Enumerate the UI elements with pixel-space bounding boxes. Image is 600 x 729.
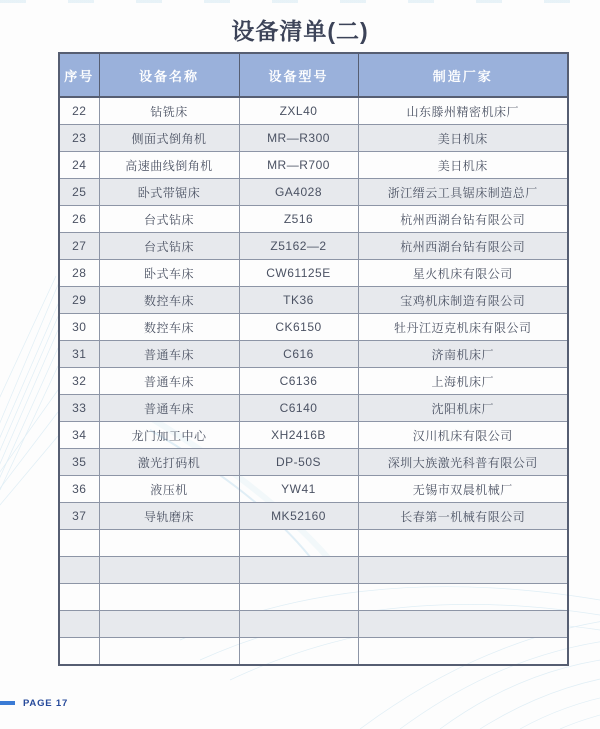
table-row [59,152,568,179]
model-cell: XH2416B [239,422,358,449]
serial-cell: 30 [59,314,99,341]
serial-cell: 37 [59,503,99,530]
page-title: 设备清单(二) [231,18,369,44]
serial-cell: 22 [59,97,99,125]
empty-table-row [59,530,568,557]
serial-cell [59,557,99,584]
model-cell: GA4028 [239,179,358,206]
equipment-name-cell: 数控车床 [99,314,239,341]
serial-cell: 35 [59,449,99,476]
serial-cell: 26 [59,206,99,233]
model-cell [239,530,358,557]
equipment-name-cell: 卧式带锯床 [99,179,239,206]
model-cell: C616 [239,341,358,368]
manufacturer-cell: 无锡市双晨机械厂 [358,476,568,503]
footer-dash-decoration [0,701,15,705]
serial-cell: 36 [59,476,99,503]
model-cell: YW41 [239,476,358,503]
equipment-name-cell: 台式钻床 [99,233,239,260]
model-cell [239,584,358,611]
table-header-row [59,53,568,97]
equipment-name-cell: 侧面式倒角机 [99,125,239,152]
empty-table-row [59,638,568,666]
empty-table-row [59,584,568,611]
manufacturer-cell: 山东滕州精密机床厂 [358,97,568,125]
empty-table-row [59,557,568,584]
serial-cell: 28 [59,260,99,287]
table-row [59,476,568,503]
serial-cell: 25 [59,179,99,206]
table-row [59,260,568,287]
table-row [59,503,568,530]
equipment-name-cell [99,557,239,584]
equipment-name-cell: 高速曲线倒角机 [99,152,239,179]
equipment-name-cell [99,530,239,557]
manufacturer-cell: 长春第一机械有限公司 [358,503,568,530]
serial-cell: 32 [59,368,99,395]
serial-cell: 27 [59,233,99,260]
serial-cell [59,638,99,666]
equipment-name-cell: 液压机 [99,476,239,503]
equipment-name-cell: 导轨磨床 [99,503,239,530]
manufacturer-cell: 深圳大族激光科普有限公司 [358,449,568,476]
equipment-name-cell: 普通车床 [99,341,239,368]
model-cell [239,638,358,666]
serial-cell: 29 [59,287,99,314]
model-cell: MR—R700 [239,152,358,179]
manufacturer-cell [358,530,568,557]
table-row [59,97,568,125]
manufacturer-cell: 牡丹江迈克机床有限公司 [358,314,568,341]
model-cell: MK52160 [239,503,358,530]
table-row [59,287,568,314]
manufacturer-cell [358,557,568,584]
page-number: PAGE 17 [23,697,69,709]
manufacturer-cell: 星火机床有限公司 [358,260,568,287]
equipment-name-cell [99,584,239,611]
model-cell: Z5162—2 [239,233,358,260]
model-cell: C6140 [239,395,358,422]
table-row [59,206,568,233]
column-header: 设备型号 [239,53,358,97]
manufacturer-cell [358,584,568,611]
equipment-name-cell: 数控车床 [99,287,239,314]
equipment-name-cell: 龙门加工中心 [99,422,239,449]
table-row [59,179,568,206]
manufacturer-cell: 杭州西湖台钻有限公司 [358,206,568,233]
empty-table-row [59,611,568,638]
table-row [59,341,568,368]
manufacturer-cell: 汉川机床有限公司 [358,422,568,449]
equipment-table [58,52,569,666]
equipment-name-cell: 钻铣床 [99,97,239,125]
equipment-name-cell: 普通车床 [99,368,239,395]
equipment-name-cell [99,638,239,666]
equipment-name-cell: 台式钻床 [99,206,239,233]
model-cell: C6136 [239,368,358,395]
serial-cell: 24 [59,152,99,179]
manufacturer-cell: 济南机床厂 [358,341,568,368]
table-row [59,233,568,260]
model-cell: CK6150 [239,314,358,341]
table-row [59,449,568,476]
model-cell: ZXL40 [239,97,358,125]
page-footer [0,695,68,711]
serial-cell [59,530,99,557]
manufacturer-cell [358,611,568,638]
manufacturer-cell [358,638,568,666]
model-cell: TK36 [239,287,358,314]
manufacturer-cell: 上海机床厂 [358,368,568,395]
manufacturer-cell: 浙江缙云工具锯床制造总厂 [358,179,568,206]
table-row [59,314,568,341]
table-row [59,395,568,422]
model-cell: DP-50S [239,449,358,476]
model-cell: CW61125E [239,260,358,287]
serial-cell: 34 [59,422,99,449]
column-header: 序号 [59,53,99,97]
serial-cell: 33 [59,395,99,422]
serial-cell: 31 [59,341,99,368]
table-row [59,125,568,152]
column-header: 制造厂家 [358,53,568,97]
manufacturer-cell: 沈阳机床厂 [358,395,568,422]
equipment-name-cell: 激光打码机 [99,449,239,476]
manufacturer-cell: 美日机床 [358,152,568,179]
model-cell: MR—R300 [239,125,358,152]
equipment-name-cell: 普通车床 [99,395,239,422]
manufacturer-cell: 宝鸡机床制造有限公司 [358,287,568,314]
model-cell [239,557,358,584]
equipment-name-cell: 卧式车床 [99,260,239,287]
page-top-decoration [0,0,600,3]
manufacturer-cell: 杭州西湖台钻有限公司 [358,233,568,260]
equipment-name-cell [99,611,239,638]
table-row [59,368,568,395]
table-row [59,422,568,449]
model-cell [239,611,358,638]
manufacturer-cell: 美日机床 [358,125,568,152]
serial-cell: 23 [59,125,99,152]
serial-cell [59,584,99,611]
model-cell: Z516 [239,206,358,233]
serial-cell [59,611,99,638]
column-header: 设备名称 [99,53,239,97]
